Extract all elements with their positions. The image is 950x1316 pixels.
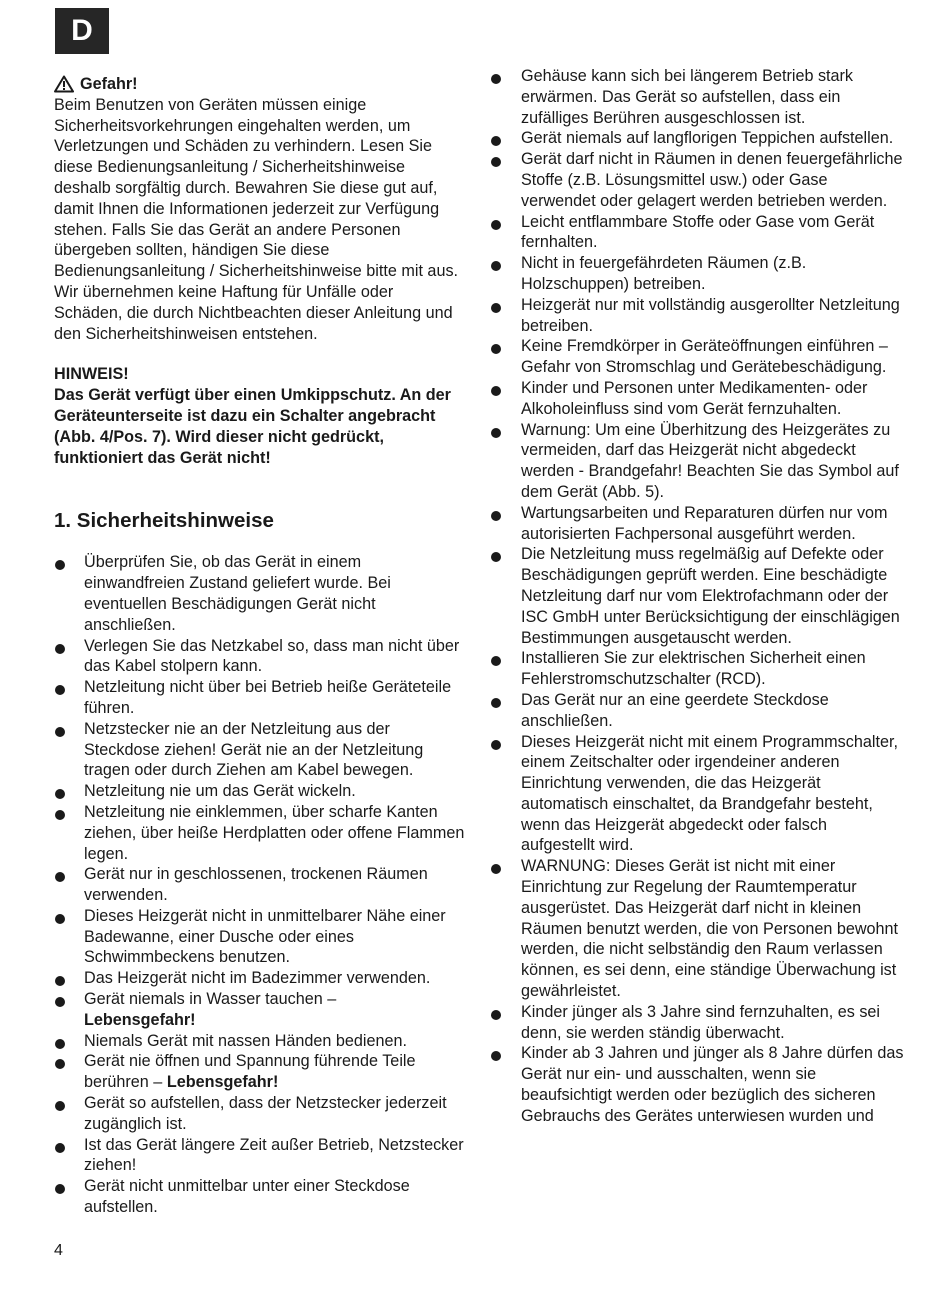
list-item [54,989,466,1031]
list-item: Gerät darf nicht in Räumen in denen feuergefährliche Stoffe (z.B. Lösungsmittel usw.) oder Gase verwendet oder gelagert werden betrieben werden. [491,149,905,211]
list-item-emphasis: Lebensgefahr! [84,1010,196,1029]
list-item: Gerät so aufstellen, dass der Netzstecker jederzeit zugänglich ist. [54,1093,466,1135]
list-item: Leicht entflammbare Stoffe oder Gase vom Gerät fernhalten. [491,212,905,254]
danger-body: Beim Benutzen von Geräten müssen einige Sicherheitsvorkehrungen eingehalten werden, um Verletzungen und Schäden zu verhindern. Lesen Sie diese Bedienungsanleitung / Sicherheitshinweise deshalb sorgfältig durch. Bewahren Sie diese gut auf, damit Ihnen die Informationen jederzeit zur Verfügung stehen. Falls Sie das Gerät an andere Personen übergeben sollten, händigen Sie diese Bedienungsanleitung / Sicherheitshinweise bitte mit aus. Wir übernehmen keine Haftung für Unfälle oder Schäden, die durch Nichtbeachten dieser Anleitung und den Sicherheitshinweisen entstehen. [54,95,459,343]
list-item [54,1051,466,1093]
list-item-emphasis: Lebensgefahr! [166,1073,279,1092]
list-item: Gehäuse kann sich bei längerem Betrieb stark erwärmen. Das Gerät so aufstellen, dass ein zufälliges Berühren ausgeschlossen ist. [491,66,905,128]
warning-triangle-icon [54,75,74,93]
note-box [54,364,466,468]
danger-title: Gefahr! [80,75,138,93]
danger-heading [54,74,466,95]
section-title: 1. Sicherheitshinweise [54,509,274,533]
left-column [54,66,466,1218]
right-column [491,66,905,1127]
list-item: Kinder ab 3 Jahren und jünger als 8 Jahre dürfen das Gerät nur ein- und ausschalten, wenn sie beaufsichtigt werden oder bezüglich des sicheren Gebrauchs des Gerätes unterwiesen wurden und [491,1043,905,1126]
list-item: Ist das Gerät längere Zeit außer Betrieb, Netzstecker ziehen! [54,1135,466,1177]
list-item: Das Gerät nur an eine geerdete Steckdose anschließen. [491,690,905,732]
list-item: Netzstecker nie an der Netzleitung aus der Steckdose ziehen! Gerät nie an der Netzleitung tragen oder durch Ziehen am Kabel bewegen. [54,719,466,781]
list-item: Heizgerät nur mit vollständig ausgerollter Netzleitung betreiben. [491,295,905,337]
list-item: Netzleitung nie einklemmen, über scharfe Kanten ziehen, über heiße Herdplatten oder offene Flammen legen. [54,802,466,864]
right-bullet-list [491,66,905,1127]
list-item-text: Gerät nie öffnen und Spannung führende Teile berühren – [84,1052,416,1092]
list-item: Die Netzleitung muss regelmäßig auf Defekte oder Beschädigungen geprüft werden. Eine beschädigte Netzleitung darf nur vom Elektrofachmann oder der ISC GmbH unter Berücksichtigung der einschlägigen Bestimmungen ausgetauscht werden. [491,544,905,648]
list-item: Dieses Heizgerät nicht in unmittelbarer Nähe einer Badewanne, einer Dusche oder eines Schwimmbeckens benutzen. [54,906,466,968]
language-badge: D [55,8,109,54]
left-bullet-list [54,552,466,1218]
list-item: Gerät nicht unmittelbar unter einer Steckdose aufstellen. [54,1176,466,1218]
list-item: Kinder jünger als 3 Jahre sind fernzuhalten, es sei denn, sie werden ständig überwacht. [491,1002,905,1044]
list-item: Kinder und Personen unter Medikamenten- oder Alkoholeinfluss sind vom Gerät fernzuhalten. [491,378,905,420]
list-item: Netzleitung nicht über bei Betrieb heiße Geräteteile führen. [54,677,466,719]
list-item: Warnung: Um eine Überhitzung des Heizgerätes zu vermeiden, darf das Heizgerät nicht abgedeckt werden - Brandgefahr! Beachten Sie das Symbol auf dem Gerät (Abb. 5). [491,420,905,503]
list-item: Wartungsarbeiten und Reparaturen dürfen nur vom autorisierten Fachpersonal ausgeführt werden. [491,503,905,545]
list-item-text: Gerät niemals in Wasser tauchen – [84,990,337,1009]
page-number: 4 [54,1242,63,1259]
list-item: Das Heizgerät nicht im Badezimmer verwenden. [54,968,466,989]
list-item: Netzleitung nie um das Gerät wickeln. [54,781,466,802]
list-item: WARNUNG: Dieses Gerät ist nicht mit einer Einrichtung zur Regelung der Raumtemperatur ausgerüstet. Das Heizgerät darf nicht in kleinen Räumen benutzt werden, die von Personen bewohnt werden, die nicht selbständig den Raum verlassen können, es sei denn, eine ständige Überwachung ist gewährleistet. [491,856,905,1002]
list-item: Installieren Sie zur elektrischen Sicherheit einen Fehlerstromschutzschalter (RCD). [491,648,905,690]
list-item: Gerät nur in geschlossenen, trockenen Räumen verwenden. [54,864,466,906]
list-item: Niemals Gerät mit nassen Händen bedienen. [54,1031,466,1052]
list-item: Verlegen Sie das Netzkabel so, dass man nicht über das Kabel stolpern kann. [54,636,466,678]
list-item: Keine Fremdkörper in Geräteöffnungen einführen – Gefahr von Stromschlag und Gerätebeschädigung. [491,336,905,378]
list-item: Überprüfen Sie, ob das Gerät in einem einwandfreien Zustand geliefert wurde. Bei eventuellen Beschädigungen Gerät nicht anschließen. [54,552,466,635]
note-body: Das Gerät verfügt über einen Umkippschutz. An der Geräteunterseite ist dazu ein Schalter angebracht (Abb. 4/Pos. 7). Wird dieser nicht gedrückt, funktioniert das Gerät nicht! [54,386,451,467]
list-item: Dieses Heizgerät nicht mit einem Programmschalter, einem Zeitschalter oder irgendeiner anderen Einrichtung verwenden, die das Heizgerät automatisch einschaltet, da Brandgefahr besteht, wenn das Heizgerät abgedeckt oder falsch aufgestellt wird. [491,732,905,857]
list-item: Nicht in feuergefährdeten Räumen (z.B. Holzschuppen) betreiben. [491,253,905,295]
list-item: Gerät niemals auf langflorigen Teppichen aufstellen. [491,128,905,149]
note-title: HINWEIS! [54,365,129,384]
